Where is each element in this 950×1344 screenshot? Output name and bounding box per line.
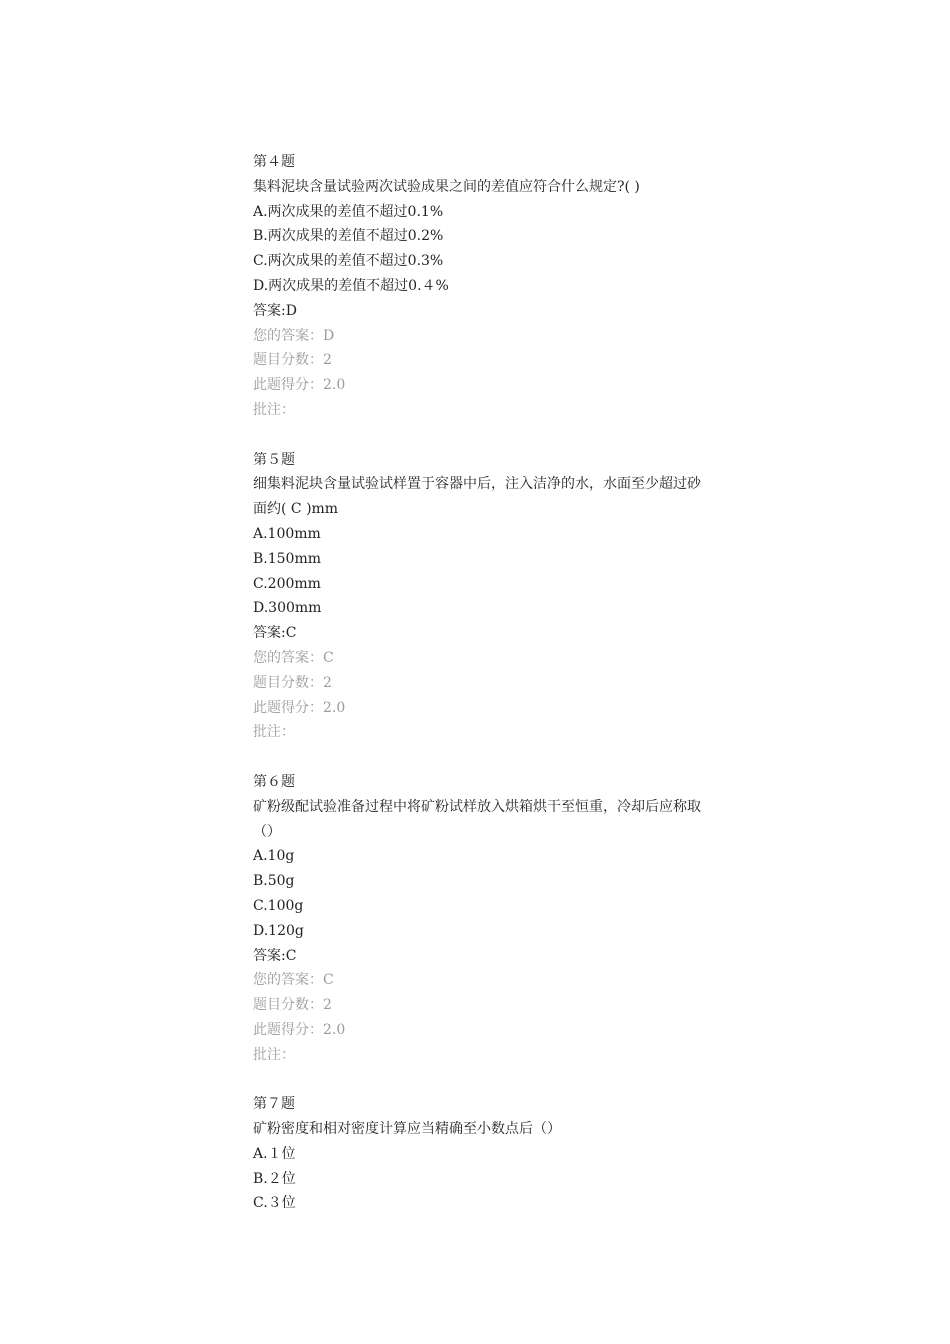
correct-answer: 答案:D (253, 302, 297, 319)
question-score: 题目分数：2 (253, 674, 332, 691)
option-d: D.两次成果的差值不超过0.４% (253, 277, 449, 294)
option-c: C.200mm (253, 575, 321, 592)
option-a: A.１位 (253, 1145, 296, 1162)
option-b: B.150mm (253, 550, 322, 567)
option-a: A.100mm (253, 525, 321, 542)
earned-score: 此题得分：2.0 (253, 1021, 346, 1038)
question-6 (253, 770, 713, 1068)
annotation-label: 批注： (253, 724, 295, 741)
question-stem: 矿粉密度和相对密度计算应当精确至小数点后（） (253, 1121, 561, 1138)
question-7 (253, 1092, 713, 1216)
question-number: 第５题 (253, 451, 295, 468)
question-5 (253, 448, 713, 746)
option-d: D.120g (253, 922, 304, 939)
question-score: 题目分数：2 (253, 997, 332, 1014)
option-c: C.两次成果的差值不超过0.3% (253, 253, 444, 270)
earned-score: 此题得分：2.0 (253, 699, 346, 716)
question-stem: 矿粉级配试验准备过程中将矿粉试样放入烘箱烘干至恒重，冷却后应称取（） (253, 798, 701, 840)
question-score: 题目分数：2 (253, 352, 332, 369)
your-answer: 您的答案：C (253, 649, 334, 666)
option-c: C.３位 (253, 1195, 296, 1212)
option-b: B.两次成果的差值不超过0.2% (253, 228, 444, 245)
option-b: B.50g (253, 873, 295, 890)
annotation-label: 批注： (253, 1046, 295, 1063)
option-a: A.10g (253, 848, 295, 865)
question-4 (253, 150, 713, 423)
your-answer: 您的答案：D (253, 327, 335, 344)
question-number: 第４题 (253, 154, 295, 170)
option-d: D.300mm (253, 600, 322, 617)
question-number: 第６题 (253, 773, 295, 790)
question-stem: 集料泥块含量试验两次试验成果之间的差值应符合什么规定?( ) (253, 178, 640, 195)
question-number: 第７题 (253, 1096, 295, 1113)
correct-answer: 答案:C (253, 947, 297, 964)
your-answer: 您的答案：C (253, 972, 334, 989)
option-c: C.100g (253, 897, 304, 914)
annotation-label: 批注： (253, 401, 295, 418)
question-stem: 细集料泥块含量试验试样置于容器中后，注入洁净的水，水面至少超过砂面约( C )mm (253, 476, 701, 518)
document-page (253, 150, 713, 1216)
correct-answer: 答案:C (253, 625, 297, 642)
option-b: B.２位 (253, 1170, 296, 1187)
option-a: A.两次成果的差值不超过0.1% (253, 203, 444, 220)
earned-score: 此题得分：2.0 (253, 377, 346, 394)
